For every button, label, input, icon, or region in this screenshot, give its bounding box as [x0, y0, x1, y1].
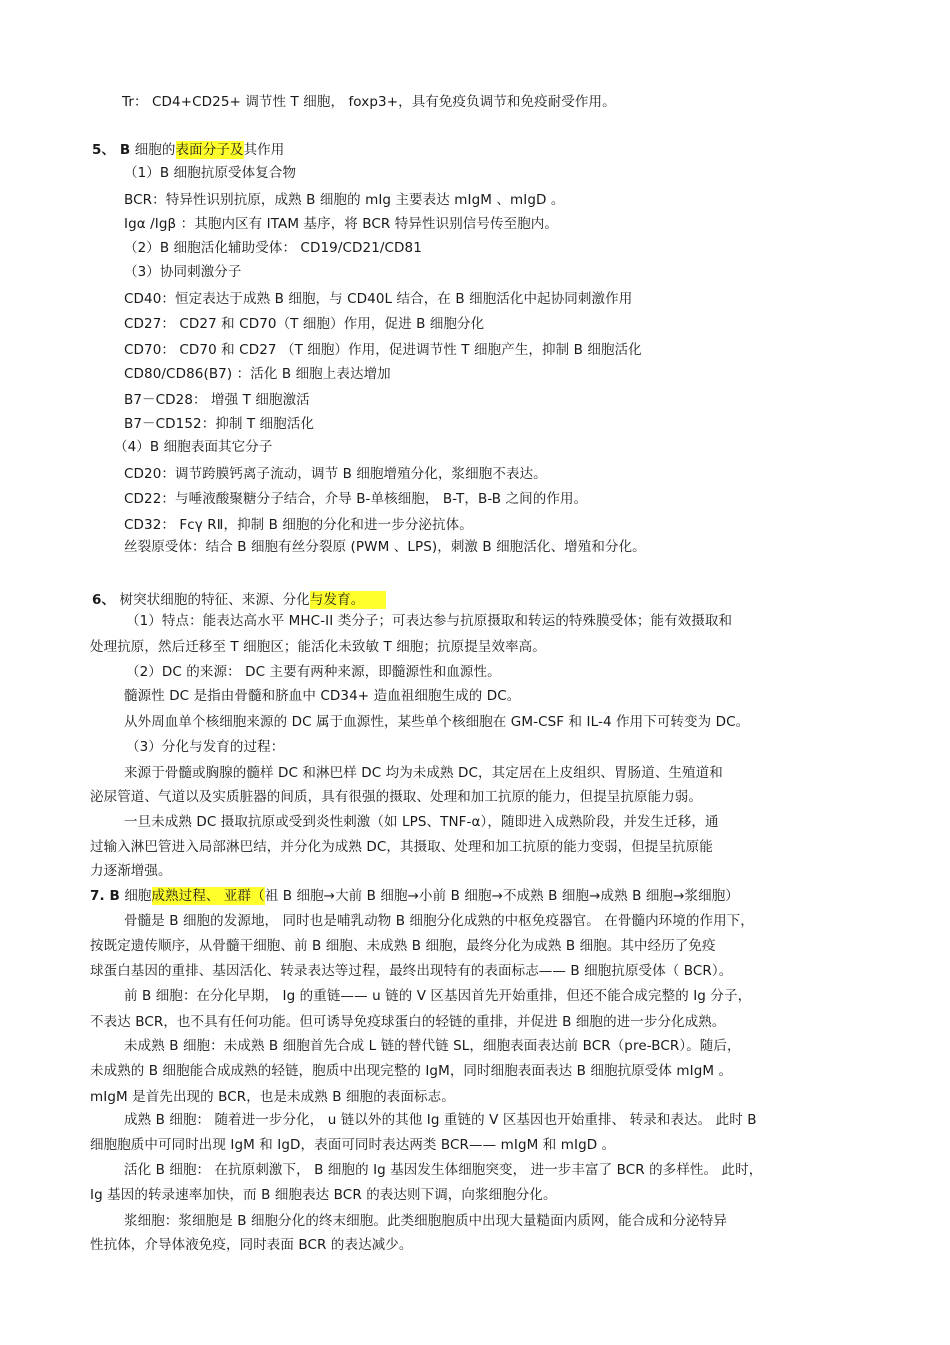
s6-para1-line2: 泌尿管道、气道以及实质脏器的间质，具有很强的摄取、处理和加工抗原的能力，但提呈抗原能力弱。	[90, 789, 702, 805]
plasma-cell-line2: 性抗体，介导体液免疫，同时表面 BCR 的表达减少。	[90, 1237, 413, 1253]
mature-b-line2: 细胞胞质中可同时出现 IgM 和 IgD，表面可同时表达两类 BCR—— mIgM 和 mIgD 。	[90, 1137, 616, 1153]
section-6-title-a: 树突状细胞的特征、来源、分化	[115, 592, 310, 608]
s7-para1-line1: 骨髓是 B 细胞的发源地， 同时也是哺乳动物 B 细胞分化成熟的中枢免疫器官。 在骨髓内环境的作用下，	[124, 913, 754, 929]
myeloid-dc-line: 髓源性 DC 是指由骨髓和脐血中 CD34+ 造血祖细胞生成的 DC。	[124, 688, 521, 704]
s6-para2-line3: 力逐渐增强。	[90, 863, 172, 879]
s6-features-1: （1）特点：能表达高水平 MHC-II 类分子；可表达参与抗原摄取和转运的特殊膜受体；能有效摄取和	[126, 613, 733, 629]
section-7-number: 7. B	[90, 888, 120, 904]
immature-b-line1: 未成熟 B 细胞：未成熟 B 细胞首先合成 L 链的替代链 SL，细胞表面表达前 BCR（pre-BCR）。随后，	[124, 1038, 741, 1054]
immature-b-line2: 未成熟的 B 细胞能合成成熟的轻链，胞质中出现完整的 IgM，同时细胞表面表达 B 细胞抗原受体 mIgM 。	[90, 1063, 733, 1079]
s7-para1-line3: 球蛋白基因的重排、基因活化、转录表达等过程，最终出现特有的表面标志—— B 细胞抗原受体（ BCR）。	[90, 963, 733, 979]
section-6-heading	[92, 590, 386, 610]
s5-sub-2: （2）B 细胞活化辅助受体： CD19/CD21/CD81	[124, 240, 422, 256]
mitogen-receptor-line: 丝裂原受体：结合 B 细胞有丝分裂原 (PWM 、LPS)，刺激 B 细胞活化、增殖和分化。	[124, 539, 646, 555]
s6-process: （3）分化与发育的过程：	[126, 739, 285, 755]
cd27-line: CD27： CD27 和 CD70（T 细胞）作用，促进 B 细胞分化	[124, 316, 485, 332]
section-6-number: 6、	[92, 592, 116, 608]
mature-b-line1: 成熟 B 细胞： 随着进一步分化， u 链以外的其他 Ig 重链的 V 区基因也开始重排、 转录和表达。 此时 B	[124, 1112, 757, 1128]
section-5-title-b: 其作用	[243, 142, 285, 158]
section-7-heading	[90, 886, 739, 906]
iga-igb-line: Igα /Igβ ：其胞内区有 ITAM 基序，将 BCR 特异性识别信号传至胞内。	[124, 216, 559, 232]
section-7-highlight: 成熟过程、 亚群（	[151, 888, 265, 904]
activated-b-line1: 活化 B 细胞： 在抗原刺激下， B 细胞的 Ig 基因发生体细胞突变， 进一步丰富了 BCR 的多样性。 此时，	[124, 1162, 763, 1178]
section-6-highlight: 与发育。	[310, 591, 386, 609]
section-5-number: 5、 B	[92, 142, 131, 158]
pre-b-line2: 不表达 BCR，也不具有任何功能。但可诱导免疫球蛋白的轻链的重排，并促进 B 细胞的进一步分化成熟。	[90, 1014, 726, 1030]
activated-b-line2: Ig 基因的转录速率加快，而 B 细胞表达 BCR 的表达则下调，向浆细胞分化。	[90, 1187, 557, 1203]
cd80-line: CD80/CD86(B7) ：活化 B 细胞上表达增加	[124, 366, 391, 382]
s5-sub-1: （1）B 细胞抗原受体复合物	[124, 165, 297, 181]
cd20-line: CD20：调节跨膜钙离子流动，调节 B 细胞增殖分化，浆细胞不表达。	[124, 466, 547, 482]
section-5-title-a: 细胞的	[130, 142, 176, 158]
cd40-line: CD40：恒定表达于成熟 B 细胞，与 CD40L 结合，在 B 细胞活化中起协同刺激作用	[124, 291, 633, 307]
s7-para1-line2: 按既定遗传顺序，从骨髓干细胞、前 B 细胞、未成熟 B 细胞，最终分化为成熟 B 细胞。其中经历了免疫	[90, 938, 716, 954]
cd22-line: CD22：与唾液酸聚糖分子结合，介导 B-单核细胞， B-T，B-B 之间的作用。	[124, 491, 588, 507]
tr-cell-line: Tr： CD4+CD25+ 调节性 T 细胞， foxp3+，具有免疫负调节和免疫耐受作用。	[122, 94, 616, 110]
bcr-line: BCR：特异性识别抗原，成熟 B 细胞的 mIg 主要表达 mIgM 、mIgD 。	[124, 192, 565, 208]
s6-para2-line2: 过输入淋巴管进入局部淋巴结，并分化为成熟 DC，其摄取、处理和加工抗原的能力变弱，但提呈抗原能	[90, 839, 713, 855]
cd70-line: CD70： CD70 和 CD27 （T 细胞）作用，促进调节性 T 细胞产生，抑制 B 细胞活化	[124, 342, 642, 358]
s5-sub-3: （3）协同刺激分子	[124, 264, 242, 280]
s5-sub-4: （4）B 细胞表面其它分子	[114, 439, 273, 455]
s6-features-2: 处理抗原，然后迁移至 T 细胞区；能活化未致敏 T 细胞；抗原提呈效率高。	[90, 639, 546, 655]
section-5-heading	[92, 140, 284, 160]
section-5-highlight: 表面分子及	[175, 142, 244, 158]
section-7-title-b: 祖 B 细胞→大前 B 细胞→小前 B 细胞→不成熟 B 细胞→成熟 B 细胞→浆细胞）	[264, 888, 739, 904]
pre-b-line1: 前 B 细胞：在分化早期， Ig 的重链—— u 链的 V 区基因首先开始重排，但还不能合成完整的 Ig 分子，	[124, 988, 752, 1004]
immature-b-line3: mIgM 是首先出现的 BCR，也是未成熟 B 细胞的表面标志。	[90, 1089, 455, 1105]
s6-sources: （2）DC 的来源： DC 主要有两种来源，即髓源性和血源性。	[126, 664, 501, 680]
s6-para2-line1: 一旦未成熟 DC 摄取抗原或受到炎性刺激（如 LPS、TNF-α），随即进入成熟阶段，并发生迁移，通	[124, 814, 719, 830]
cd32-line: CD32： Fcγ RⅡ，抑制 B 细胞的分化和进一步分泌抗体。	[124, 517, 473, 533]
section-7-title-a: 细胞	[119, 888, 152, 904]
b7-cd28-line: B7－CD28： 增强 T 细胞激活	[124, 392, 310, 408]
blood-dc-line: 从外周血单个核细胞来源的 DC 属于血源性，某些单个核细胞在 GM-CSF 和 IL-4 作用下可转变为 DC。	[124, 714, 750, 730]
b7-cd152-line: B7－CD152：抑制 T 细胞活化	[124, 416, 315, 432]
plasma-cell-line1: 浆细胞：浆细胞是 B 细胞分化的终末细胞。此类细胞胞质中出现大量糙面内质网，能合成和分泌特异	[124, 1213, 727, 1229]
s6-para1-line1: 来源于骨髓或胸腺的髓样 DC 和淋巴样 DC 均为未成熟 DC，其定居在上皮组织、胃肠道、生殖道和	[124, 765, 723, 781]
